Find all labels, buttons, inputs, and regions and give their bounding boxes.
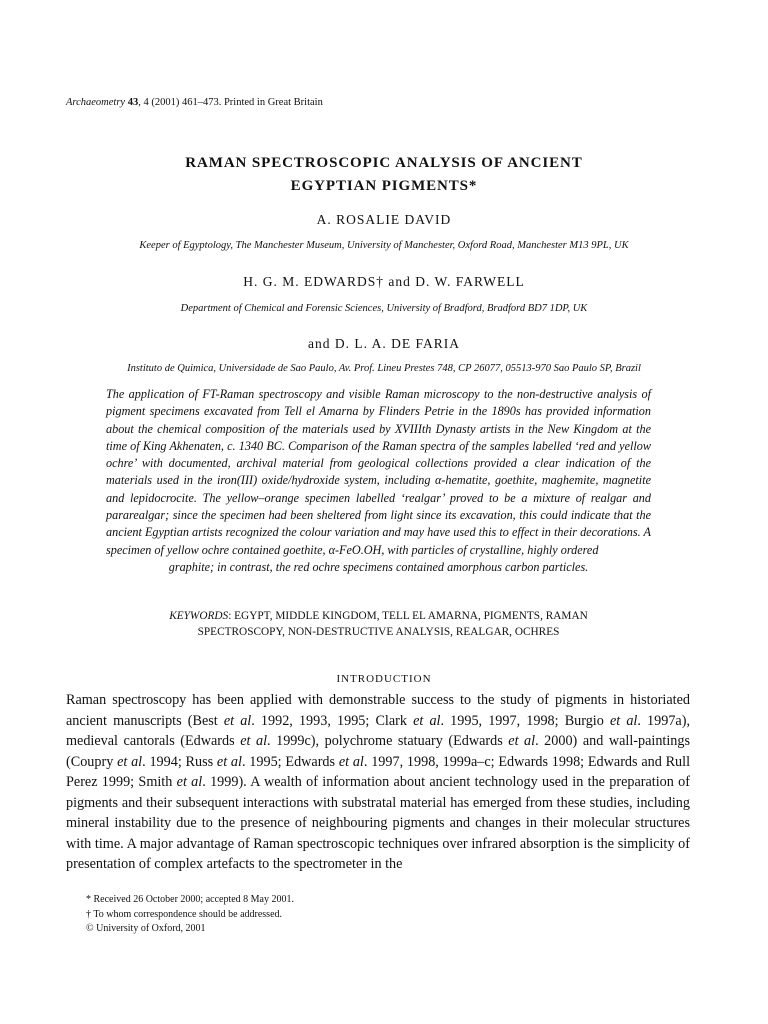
keywords-line-1: [106, 608, 651, 624]
abstract: [106, 386, 651, 576]
journal-name: Archaeometry: [66, 97, 126, 108]
footnotes: [86, 893, 294, 937]
paper-title: [60, 152, 708, 198]
footnote-copyright: © University of Oxford, 2001: [86, 923, 206, 934]
intro-text: . 1995; Edwards: [241, 753, 339, 770]
intro-et-al: et al: [508, 733, 536, 749]
intro-et-al: et al: [609, 712, 638, 729]
section-heading-introduction: INTRODUCTION: [336, 673, 432, 685]
intro-text: . 1995, 1997, 1998; Burgio: [440, 712, 610, 729]
intro-et-al: et al: [117, 753, 143, 770]
keywords-line-2: SPECTROSCOPY, NON-DESTRUCTIVE ANALYSIS, REALGAR, OCHRES: [197, 626, 560, 638]
affiliation-3: Instituto de Quimica, Universidade de Sao Paulo, Av. Prof. Lineu Prestes 748, CP 26077, 05513-970 Sao Paulo SP, Brazil: [127, 363, 641, 374]
intro-et-al: et al: [338, 753, 364, 770]
author-2: H. G. M. EDWARDS† and D. W. FARWELL: [243, 274, 525, 289]
intro-text: . 1994; Russ: [142, 753, 217, 770]
running-head: [66, 97, 323, 108]
intro-et-al: et al: [240, 733, 268, 749]
affiliation-1: Keeper of Egyptology, The Manchester Museum, University of Manchester, Oxford Road, Manchester M13 9PL, UK: [139, 240, 629, 251]
affiliation-2: Department of Chemical and Forensic Sciences, University of Bradford, Bradford BD7 1DP, UK: [180, 303, 588, 314]
footnote-correspondence: † To whom correspondence should be addressed.: [86, 908, 283, 920]
intro-text: . 1997, 1998, 1999a–c; Edwards 1998; Edwards and Rull Perez 1999; Smith: [66, 753, 691, 790]
journal-volume: 43: [127, 97, 139, 108]
intro-text: . 1997a), medieval cantorals (Edwards: [66, 712, 690, 749]
title-line-2: EGYPTIAN PIGMENTS*: [290, 178, 478, 194]
intro-text: . 1999c), polychrome statuary (Edwards: [267, 733, 509, 749]
keywords-label: KEYWORDS: [169, 610, 229, 622]
introduction-paragraph: [66, 690, 690, 875]
intro-text: Raman spectroscopy has been applied with demonstrable success to the study of pigments in historiated ancient manuscripts (Best: [66, 692, 690, 729]
keywords: [106, 608, 651, 640]
intro-text: . 1992, 1993, 1995; Clark: [251, 712, 414, 729]
abstract-body: The application of FT-Raman spectroscopy and visible Raman microscopy to the non-destructive analysis of pigment specimens excavated from Tell el Amarna by Flinders Petrie in the 1890s has provided information about the chemical composition of the materials used by XVIIIth Dynasty artists in the New Kingdom at the time of King Akhenaten, c. 1340 BC. Comparison of the Raman spectra of the samples labelled ‘red and yellow ochre’ with documented, archival material from geological collections provided a clear indication of the materials used in the iron(III) oxide/hydroxide system, including α-hematite, goethite, maghemite, magnetite and lepidocrocite. The yellow–orange specimen labelled ‘realgar’ proved to be a mixture of realgar and pararealgar; since the specimen had been sheltered from light since its excavation, this could indicate that the ancient Egyptian artists recognized the colour variation and may have used this to effect in their decorations. A specimen of yellow ochre contained goethite, α-FeO.OH, with particles of crystalline, highly ordered: [106, 387, 651, 557]
footnote-received: * Received 26 October 2000; accepted 8 May 2001.: [86, 894, 294, 905]
intro-text: . 1999). A wealth of information about ancient technology used in the preparation of pigments and their subsequent interactions with substratal material has emerged from these studies, including mineral instability due to the presence of neighbouring pigments and changes in their molecular structures with time. A major advantage of Raman spectroscopic techniques over infrared absorption is the simplicity of presentation of complex artefacts to the spectrometer in the: [66, 774, 690, 872]
intro-et-al: et al: [176, 774, 203, 790]
intro-et-al: et al: [413, 712, 441, 729]
intro-et-al: et al: [223, 712, 252, 729]
journal-issue-pages: , 4 (2001) 461–473. Printed in Great Britain: [138, 97, 323, 108]
intro-et-al: et al: [216, 753, 242, 770]
author-3: and D. L. A. DE FARIA: [308, 336, 460, 351]
abstract-last-line: graphite; in contrast, the red ochre specimens contained amorphous carbon particles.: [168, 559, 589, 574]
intro-text: . 2000) and wall-paintings (Coupry: [66, 733, 691, 770]
author-1: A. ROSALIE DAVID: [316, 212, 452, 227]
keywords-list-1: : EGYPT, MIDDLE KINGDOM, TELL EL AMARNA, PIGMENTS, RAMAN: [228, 610, 588, 622]
title-line-1: RAMAN SPECTROSCOPIC ANALYSIS OF ANCIENT: [185, 155, 583, 171]
